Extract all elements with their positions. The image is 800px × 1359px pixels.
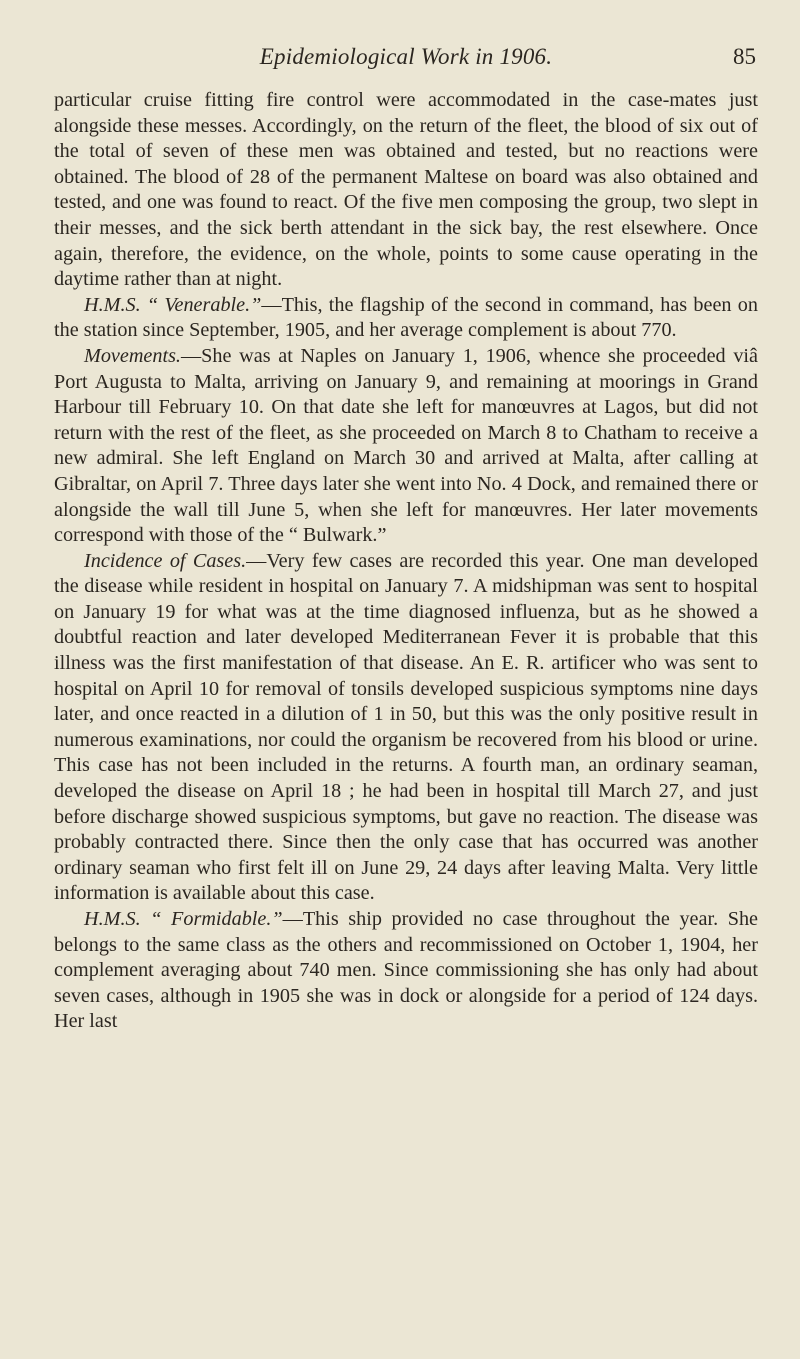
paragraph-text: —This, the flagship of the second in command, has been on the station since September, 1905, and her average complement is about 770. <box>54 293 758 342</box>
paragraph-incidence <box>54 549 758 907</box>
paragraph-movements <box>54 344 758 549</box>
paragraph-text: particular cruise fitting fire control were accommodated in the case-mates just alongside these messes. Accordingly, on the return of the fleet, the blood of six out of the total of seven of these men was obtained and tested, but no reactions were obtained. The blood of 28 of the permanent Maltese on board was also obtained and tested, and one was found to react. Of the five men composing the group, two slept in their messes, and the sick berth attendant in the sick bay, the rest elsewhere. Once again, therefore, the evidence, on the whole, points to some cause operating in the daytime rather than at night. <box>54 89 758 291</box>
paragraph-text: —She was at Naples on January 1, 1906, whence she proceeded viâ Port Augusta to Malta, arriving on January 9, and remaining at moorings in Grand Harbour till February 10. On that date she left for manœuvres at Lagos, but did not return with the rest of the fleet, as she proceeded on March 8 to Chatham to receive a new admiral. She left England on March 30 and arrived at Malta, after calling at Gibraltar, on April 7. Three days later she went into No. 4 Dock, and remained there or alongside the wall till June 5, when she left for manœuvres. Her later movements correspond with those of the “ Bulwark.” <box>54 344 758 547</box>
paragraph-lead: H.M.S. “ Venerable.” <box>84 293 262 316</box>
paragraph-formidable <box>54 907 758 1035</box>
paragraph-lead: Movements. <box>84 344 181 367</box>
page-number: 85 <box>733 44 756 69</box>
paragraph-text: —Very few cases are recorded this year. One man developed the disease while resident in hospital on January 7. A midshipman was sent to hospital on January 19 for what was at the time diagnosed influenza, but as he showed a doubtful reaction and later developed Mediterranean Fever it is probable that this illness was the first manifestation of that disease. An E. R. artificer who was sent to hospital on April 10 for removal of tonsils developed suspicious symptoms nine days later, and once reacted in a dilution of 1 in 50, but this was the only positive result in numerous examinations, nor could the organism be recovered from his blood or urine. This case has not been included in the returns. A fourth man, an ordinary seaman, developed the disease on April 18 ; he had been in hospital till March 27, and just before discharge showed suspicious symptoms, but gave no reaction. The disease was probably contracted there. Since then the only case that has occurred was another ordinary seaman who first felt ill on June 29, 24 days after leaving Malta. Very little information is available about this case. <box>54 549 758 905</box>
paragraph-continuation <box>54 88 758 293</box>
running-title: Epidemiological Work in 1906. <box>259 44 553 69</box>
running-head <box>56 44 756 74</box>
paragraph-lead: H.M.S. “ Formidable.” <box>84 908 283 930</box>
body-text <box>54 88 758 1035</box>
paragraph-lead: Incidence of Cases. <box>84 549 247 572</box>
paragraph-venerable <box>54 293 758 344</box>
paragraph-text: —This ship provided no case throughout the year. She belongs to the same class as the others and recommissioned on October 1, 1904, her complement averaging about 740 men. Since commissioning she has only had about seven cases, although in 1905 she was in dock or alongside for a period of 124 days. Her last <box>54 908 759 1033</box>
